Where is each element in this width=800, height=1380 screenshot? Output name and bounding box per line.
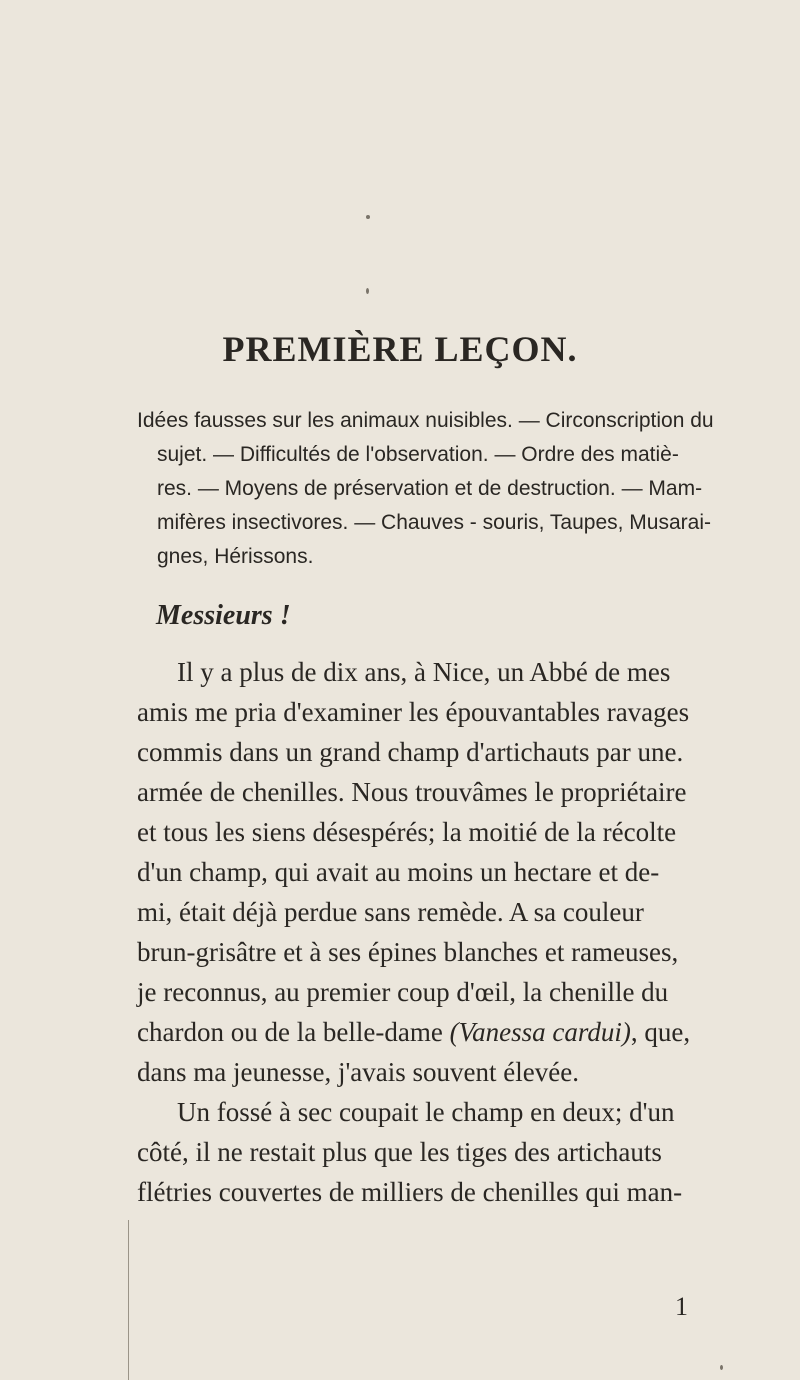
paper-speck	[366, 215, 370, 219]
body-line: d'un champ, qui avait au moins un hectare et de-	[137, 857, 660, 887]
body-line-vanessa	[137, 1012, 797, 1052]
body-line: flétries couvertes de milliers de chenilles qui man-	[137, 1177, 683, 1207]
body-line: Il y a plus de dix ans, à Nice, un Abbé de mes	[177, 657, 671, 687]
body-text	[137, 652, 797, 1212]
summary-line: sujet. — Difficultés de l'observation. — Ordre des matiè-	[157, 443, 679, 466]
body-line: commis dans un grand champ d'artichauts par une.	[137, 737, 684, 767]
paper-speck	[720, 1365, 723, 1370]
body-line-part: chardon ou de la belle-dame	[137, 1017, 450, 1047]
body-line: dans ma jeunesse, j'avais souvent élevée.	[137, 1057, 579, 1087]
body-line: mi, était déjà perdue sans remède. A sa couleur	[137, 897, 644, 927]
summary-line: res. — Moyens de préservation et de destruction. — Mam-	[157, 477, 703, 500]
body-line: Un fossé à sec coupait le champ en deux; d'un	[177, 1097, 675, 1127]
chapter-summary	[137, 404, 775, 574]
summary-line: mifères insectivores. — Chauves - souris, Taupes, Musarai-	[157, 511, 711, 534]
body-line: je reconnus, au premier coup d'œil, la chenille du	[137, 977, 669, 1007]
lesson-title: PREMIÈRE LEÇON.	[222, 329, 578, 369]
paper-speck	[366, 288, 369, 294]
body-line: côté, il ne restait plus que les tiges des artichauts	[137, 1137, 662, 1167]
body-line: brun-grisâtre et à ses épines blanches et rameuses,	[137, 937, 679, 967]
body-line: armée de chenilles. Nous trouvâmes le propriétaire	[137, 777, 687, 807]
page-number: 1	[675, 1292, 688, 1321]
body-line-part: , que,	[630, 1017, 691, 1047]
body-line: amis me pria d'examiner les épouvantables ravages	[137, 697, 690, 727]
gutter-shadow	[128, 1220, 129, 1380]
salutation: Messieurs !	[156, 600, 291, 631]
species-name: (Vanessa cardui)	[449, 1017, 631, 1047]
body-line: et tous les siens désespérés; la moitié de la récolte	[137, 817, 677, 847]
summary-line: Idées fausses sur les animaux nuisibles. — Circonscription du	[137, 409, 714, 432]
summary-line: gnes, Hérissons.	[157, 545, 314, 568]
